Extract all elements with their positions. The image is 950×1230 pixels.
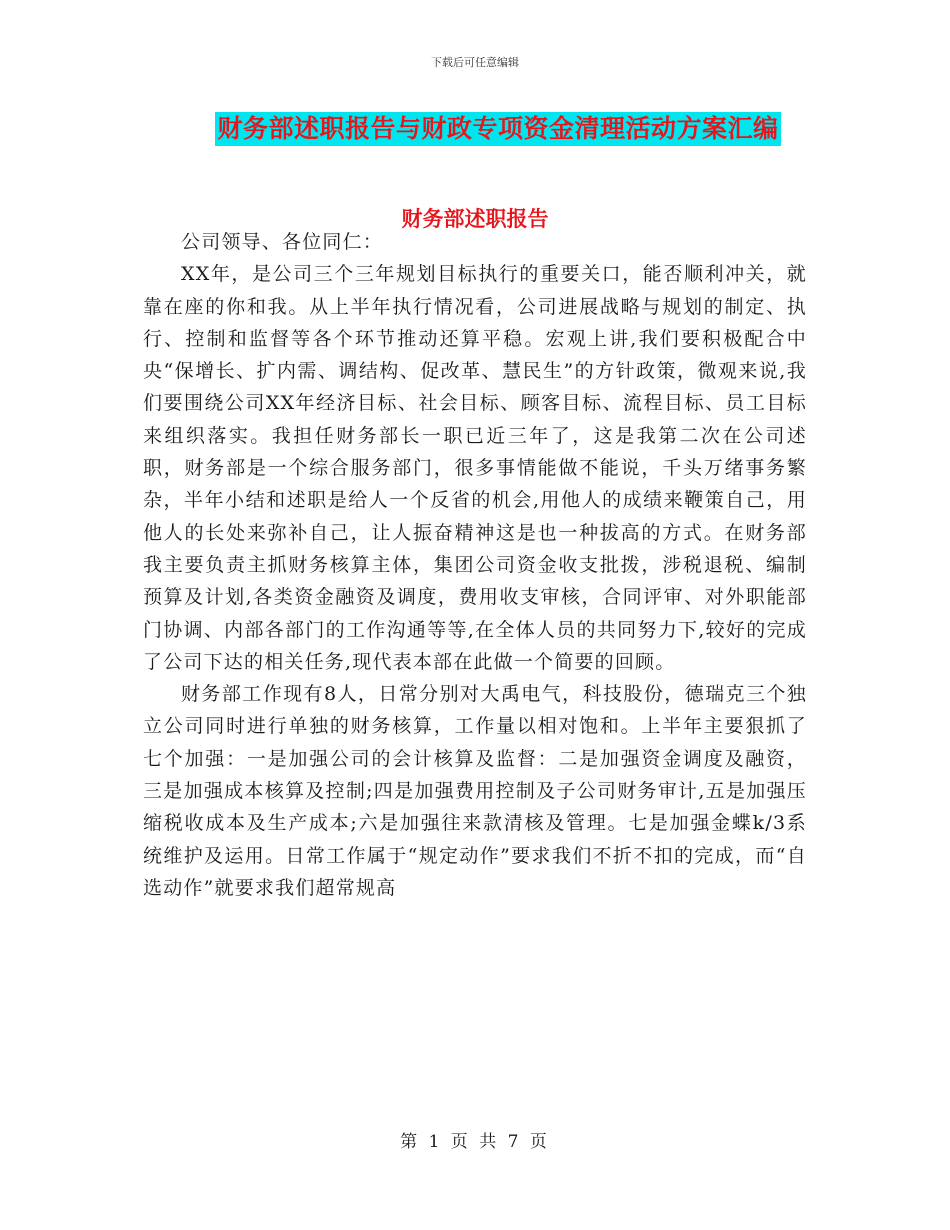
document-title-wrap: [0, 112, 950, 146]
document-title: 财务部述职报告与财政专项资金清理活动方案汇编: [215, 112, 780, 146]
header-note: 下载后可任意编辑: [431, 56, 519, 69]
body-paragraph: 财务部工作现有8人，日常分别对大禹电气，科技股份，德瑞克三个独立公司同时进行单独的财务核算，工作量以相对饱和。上半年主要狠抓了七个加强：一是加强公司的会计核算及监督：二是加强资金调度及融资，三是加强成本核算及控制;四是加强费用控制及子公司财务审计,五是加强压缩税收成本及生产成本;六是加强往来款清核及管理。七是加强金蝶k/3系统维护及运用。日常工作属于“规定动作”要求我们不折不扣的完成，而“自选动作”就要求我们超常规高: [143, 683, 807, 899]
greeting-paragraph: 公司领导、各位同仁：: [181, 231, 384, 253]
page-number-footer: 第 1 页 共 7 页: [400, 1132, 550, 1152]
body-paragraph: XX年，是公司三个三年规划目标执行的重要关口，能否顺利冲关，就靠在座的你和我。从上半年执行情况看，公司进展战略与规划的制定、执行、控制和监督等各个环节推动还算平稳。宏观上讲,我们要积极配合中央“保增长、扩内需、调结构、促改革、慧民生”的方针政策，微观来说,我们要围绕公司XX年经济目标、社会目标、顾客目标、流程目标、员工目标来组织落实。我担任财务部长一职已近三年了，这是我第二次在公司述职，财务部是一个综合服务部门，很多事情能做不能说，千头万绪事务繁杂，半年小结和述职是给人一个反省的机会,用他人的成绩来鞭策自己，用他人的长处来弥补自己，让人振奋精神这是也一种拔高的方式。在财务部我主要负责主抓财务核算主体，集团公司资金收支批拨，涉税退税、编制预算及计划,各类资金融资及调度，费用收支审核，合同评审、对外职能部门协调、内部各部门的工作沟通等等,在全体人员的共同努力下,较好的完成了公司下达的相关任务,现代表本部在此做一个简要的回顾。: [143, 263, 807, 673]
section-title: 财务部述职报告: [401, 207, 549, 231]
body-text: [143, 226, 807, 904]
